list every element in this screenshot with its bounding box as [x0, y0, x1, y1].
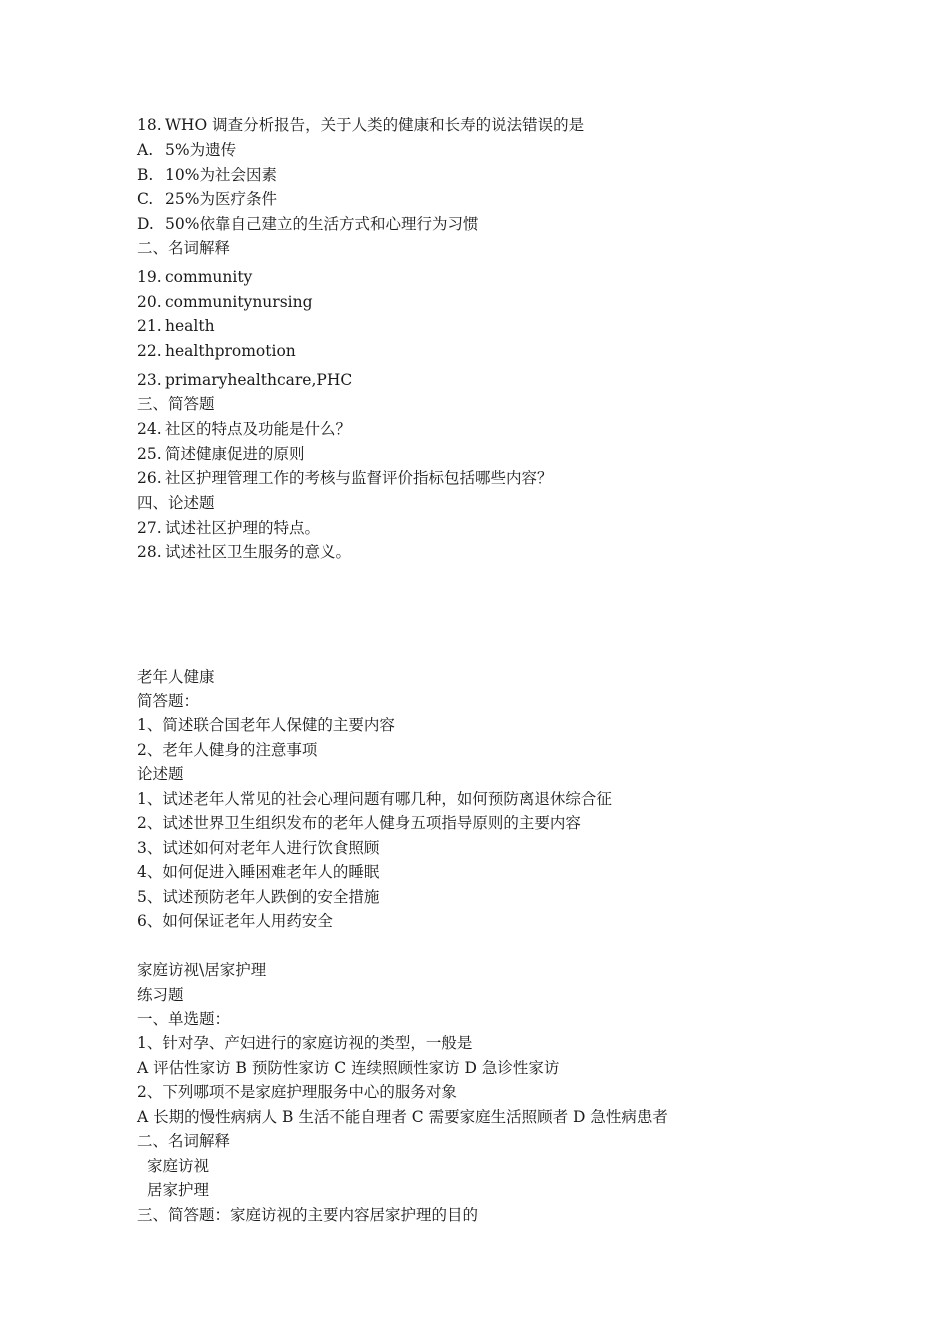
term-number: 20. [137, 293, 162, 311]
term-text: health [165, 317, 215, 335]
question-27 [137, 518, 320, 538]
term-number: 22. [137, 342, 162, 360]
section-title: 家庭访视\居家护理 [137, 961, 267, 979]
option-label: D. [137, 215, 154, 233]
section-heading: 二、名词解释 [137, 239, 231, 257]
section-heading: 简答题： [137, 692, 200, 710]
section-heading: 三、简答题：家庭访视的主要内容居家护理的目的 [137, 1206, 479, 1224]
list-item: 3、试述如何对老年人进行饮食照顾 [137, 839, 380, 857]
option-label: A. [137, 141, 154, 159]
option-c [137, 189, 277, 209]
section-title: 老年人健康 [137, 668, 215, 686]
term-number: 23. [137, 371, 162, 389]
term-number: 19. [137, 268, 162, 286]
option-a [137, 140, 236, 160]
question-25 [137, 444, 305, 464]
list-item: 2、老年人健身的注意事项 [137, 741, 318, 759]
term-text: primaryhealthcare,PHC [165, 371, 353, 389]
question-text: 社区护理管理工作的考核与监督评价指标包括哪些内容？ [165, 469, 553, 487]
option-label: C. [137, 190, 154, 208]
list-item: 2、试述世界卫生组织发布的老年人健身五项指导原则的主要内容 [137, 814, 581, 832]
question-text: 简述健康促进的原则 [165, 445, 305, 463]
question-text: 1、针对孕、产妇进行的家庭访视的类型，一般是 [137, 1034, 473, 1052]
option-text: 25%为医疗条件 [165, 190, 277, 208]
option-text: 10%为社会因素 [165, 166, 277, 184]
term-text: communitynursing [165, 293, 313, 311]
question-text: 2、下列哪项不是家庭护理服务中心的服务对象 [137, 1083, 457, 1101]
question-28 [137, 542, 351, 562]
question-number: 18. [137, 116, 162, 134]
term-item: 家庭访视 [147, 1157, 210, 1175]
term-text: community [165, 268, 253, 286]
list-item: 4、如何促进入睡困难老年人的睡眠 [137, 863, 380, 881]
question-24 [137, 419, 351, 439]
question-number: 28. [137, 543, 162, 561]
list-item: 1、简述联合国老年人保健的主要内容 [137, 716, 395, 734]
term-item: 居家护理 [147, 1181, 210, 1199]
section-heading: 二、名词解释 [137, 1132, 231, 1150]
question-number: 24. [137, 420, 162, 438]
term-text: healthpromotion [165, 342, 296, 360]
question-options: A 评估性家访 B 预防性家访 C 连续照顾性家访 D 急诊性家访 [137, 1059, 560, 1077]
question-text: WHO 调查分析报告，关于人类的健康和长寿的说法错误的是 [165, 116, 585, 134]
option-text: 50%依靠自己建立的生活方式和心理行为习惯 [165, 215, 479, 233]
option-b [137, 165, 277, 185]
section-subtitle: 练习题 [137, 986, 184, 1004]
question-number: 27. [137, 519, 162, 537]
term-19 [137, 267, 252, 287]
section-heading: 论述题 [137, 765, 184, 783]
question-18 [137, 115, 584, 135]
option-label: B. [137, 166, 154, 184]
term-20 [137, 292, 313, 312]
list-item: 5、试述预防老年人跌倒的安全措施 [137, 888, 380, 906]
question-26 [137, 468, 553, 488]
question-options: A 长期的慢性病病人 B 生活不能自理者 C 需要家庭生活照顾者 D 急性病患者 [137, 1108, 668, 1126]
term-number: 21. [137, 317, 162, 335]
list-item: 1、试述老年人常见的社会心理问题有哪几种，如何预防离退休综合征 [137, 790, 612, 808]
term-22 [137, 341, 296, 361]
question-text: 试述社区护理的特点。 [165, 519, 321, 537]
question-number: 25. [137, 445, 162, 463]
question-text: 试述社区卫生服务的意义。 [165, 543, 352, 561]
question-text: 社区的特点及功能是什么？ [165, 420, 352, 438]
section-heading: 一、单选题： [137, 1010, 231, 1028]
list-item: 6、如何保证老年人用药安全 [137, 912, 333, 930]
option-text: 5%为遗传 [165, 141, 237, 159]
question-number: 26. [137, 469, 162, 487]
section-heading: 三、简答题 [137, 395, 215, 413]
term-23 [137, 370, 352, 390]
section-heading: 四、论述题 [137, 494, 215, 512]
option-d [137, 214, 478, 234]
term-21 [137, 316, 215, 336]
